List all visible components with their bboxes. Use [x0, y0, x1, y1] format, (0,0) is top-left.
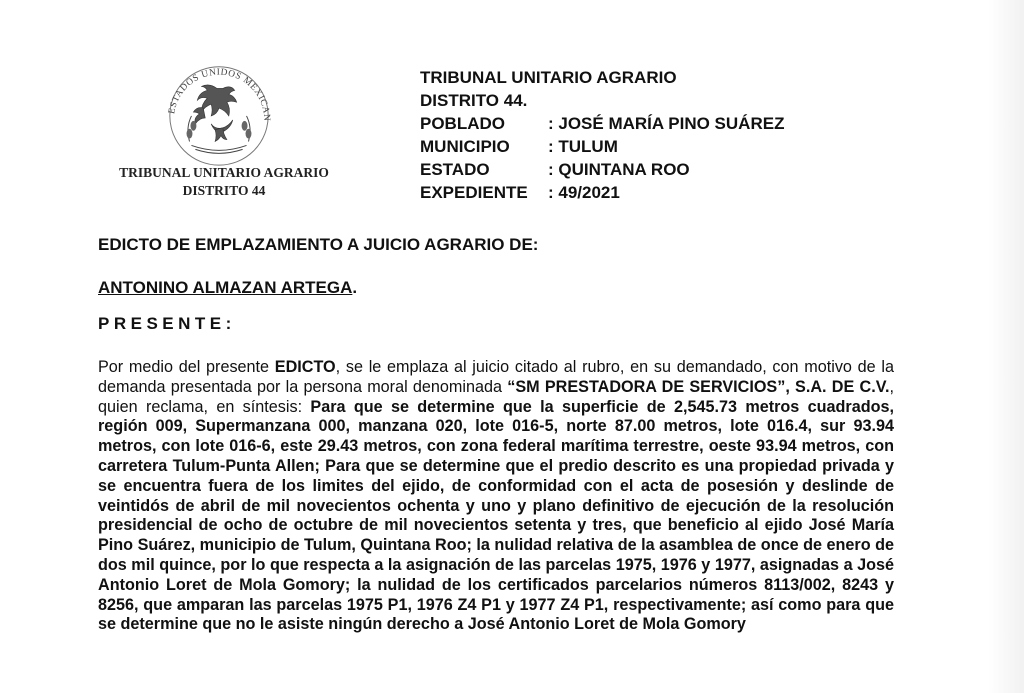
header-value: : QUINTANA ROO — [548, 160, 690, 179]
edict-title: EDICTO DE EMPLAZAMIENTO A JUICIO AGRARIO DE: — [98, 235, 539, 254]
header-key: EXPEDIENTE — [420, 183, 528, 202]
body-bold-company: “SM PRESTADORA DE SERVICIOS”, S.A. DE C.V. — [507, 377, 890, 396]
header-key: ESTADO — [420, 160, 490, 179]
header-tribunal: TRIBUNAL UNITARIO AGRARIO — [420, 68, 677, 87]
edict-body-paragraph — [98, 358, 894, 635]
body-text-1: Por medio del presente — [98, 358, 275, 376]
seal-caption — [88, 164, 360, 200]
body-bold-claims: Para que se determine que la superficie de 2,545.73 metros cuadrados, región 009, Supermanzana 000, manzana 020, lote 016-5, norte 87.00 metros, lote 016.4, sur 93.94 metros, con lote 016-6, este 29.43 metros, con zona federal marítima terrestre, oeste 93.94 metros, con carretera Tulum-Punta Allen; Para que se determine que el predio descrito es una propiedad privada y se encuentra fuera de los limites del ejido, de conformidad con el acta de posesión y deslinde de veintidós de abril de mil novecientos ochenta y uno y plano definitivo de ejecución de la resolución presidencial de ocho de octubre de mil novecientos setenta y tres, que beneficio al ejido José María Pino Suárez, municipio de Tulum, Quintana Roo; la nulidad relativa de la asamblea de once de enero de dos mil quince, por lo que respecta a la asignación de las parcelas 1975, 1976 y 1977, asignadas a José Antonio Loret de Mola Gomory; la nulidad de los certificados parcelarios números 8113/002, 8243 y 8256, que amparan las parcelas 1975 P1, 1976 Z4 P1 y 1977 Z4 P1, respectivamente; así como para que se determine que no le asiste ningún derecho a José Antonio Loret de Mola Gomory — [98, 397, 894, 634]
eagle-seal-icon — [160, 55, 278, 173]
header-value: : 49/2021 — [548, 183, 620, 202]
header-row-municipio — [420, 135, 784, 158]
scan-shadow — [988, 0, 1024, 693]
national-seal-logo — [160, 55, 278, 173]
header-district: DISTRITO 44. — [420, 91, 528, 110]
header-key: POBLADO — [420, 114, 505, 133]
header-row-poblado — [420, 112, 784, 135]
defendant-name: ANTONINO ALMAZAN ARTEGA — [98, 278, 353, 297]
presente-heading: PRESENTE: — [98, 314, 236, 333]
seal-arc-text: ESTADOS UNIDOS MEXICAN — [167, 67, 272, 122]
header-value: : TULUM — [548, 137, 618, 156]
defendant-period: . — [352, 278, 358, 297]
seal-caption-district: DISTRITO 44 — [182, 183, 266, 198]
header-row-estado — [420, 158, 784, 181]
seal-caption-tribunal: TRIBUNAL UNITARIO AGRARIO — [119, 165, 329, 180]
defendant-line — [98, 278, 357, 298]
header-row-expediente — [420, 181, 784, 204]
body-text-2: , se le emplaza al juicio citado al rubro, en su demandado, con motivo de la demanda presentada por la persona moral denominada — [98, 358, 894, 396]
header-key: MUNICIPIO — [420, 137, 510, 156]
case-header — [420, 66, 784, 204]
body-text-3: , quien reclama, en síntesis: — [98, 377, 895, 416]
header-value: : JOSÉ MARÍA PINO SUÁREZ — [548, 114, 785, 133]
body-bold-edicto: EDICTO — [274, 358, 336, 376]
